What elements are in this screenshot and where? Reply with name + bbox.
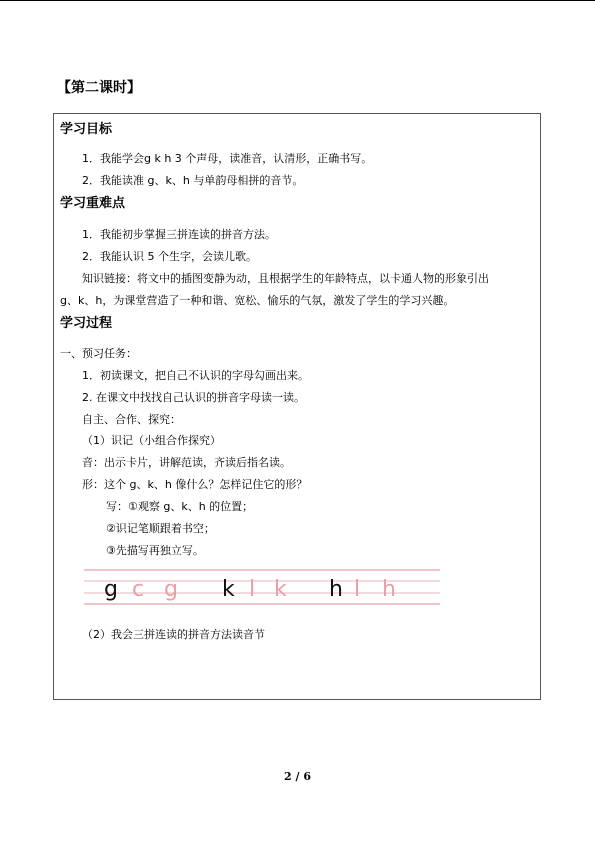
writing-letter: h (382, 577, 396, 602)
section-title-process: 学习过程 (60, 316, 113, 331)
process-line: 自主、合作、探究： (82, 413, 181, 426)
process-line: ③先描写再独立写。 (106, 544, 204, 557)
lesson-heading: 【第二课时】 (57, 80, 141, 96)
process-line: ②识记笔顺跟着书空； (106, 522, 215, 535)
process-line: （1）识记（小组合作探究） (82, 434, 221, 447)
writing-letter: k (274, 577, 287, 602)
process-line: 形：这个 g、k、h 像什么？怎样记住它的形？ (82, 478, 308, 491)
writing-grid (84, 566, 440, 614)
process-line: 2. 在课文中找找自己认识的拼音字母读一读。 (82, 391, 305, 404)
process-line: 写：①观察 g、k、h 的位置； (106, 500, 254, 513)
knowledge-link: g、k、h，为课堂营造了一种和谐、宽松、愉乐的气氛，激发了学生的学习兴趣。 (60, 294, 455, 307)
process-sub-item: （2）我会三拼连读的拼音方法读音节 (82, 628, 265, 641)
process-line: 音：出示卡片，讲解范读，齐读后指名读。 (82, 456, 291, 469)
writing-letter: k (222, 577, 235, 602)
knowledge-link: 知识链接：将文中的插图变静为动，且根据学生的年龄特点，以卡通人物的形象引出 (82, 272, 489, 285)
process-line: 1．初读课文，把自己不认识的字母勾画出来。 (82, 369, 309, 382)
goal-item: 1．我能学会g k h 3 个声母，读准音，认清形，正确书写。 (82, 152, 373, 165)
process-line: 一、预习任务： (60, 347, 137, 360)
writing-letter: h (329, 577, 343, 602)
writing-letter: g (164, 577, 178, 602)
key-point-item: 2．我能认识 5 个生字，会读儿歌。 (82, 250, 257, 263)
page-number: 2 / 6 (284, 770, 311, 783)
top-rule (0, 0, 595, 1)
goal-item: 2．我能读准 g、k、h 与单韵母相拼的音节。 (82, 174, 304, 187)
writing-letter: c (132, 577, 145, 602)
section-title-key-points: 学习重难点 (60, 196, 126, 211)
pinyin-writing-lines (84, 566, 440, 614)
section-title-goals: 学习目标 (60, 122, 113, 137)
writing-letter: l (354, 577, 361, 602)
lesson-table (53, 113, 541, 700)
writing-letter: l (249, 577, 256, 602)
writing-letter: g (104, 577, 118, 602)
key-point-item: 1．我能初步掌握三拼连读的拼音方法。 (82, 228, 276, 241)
